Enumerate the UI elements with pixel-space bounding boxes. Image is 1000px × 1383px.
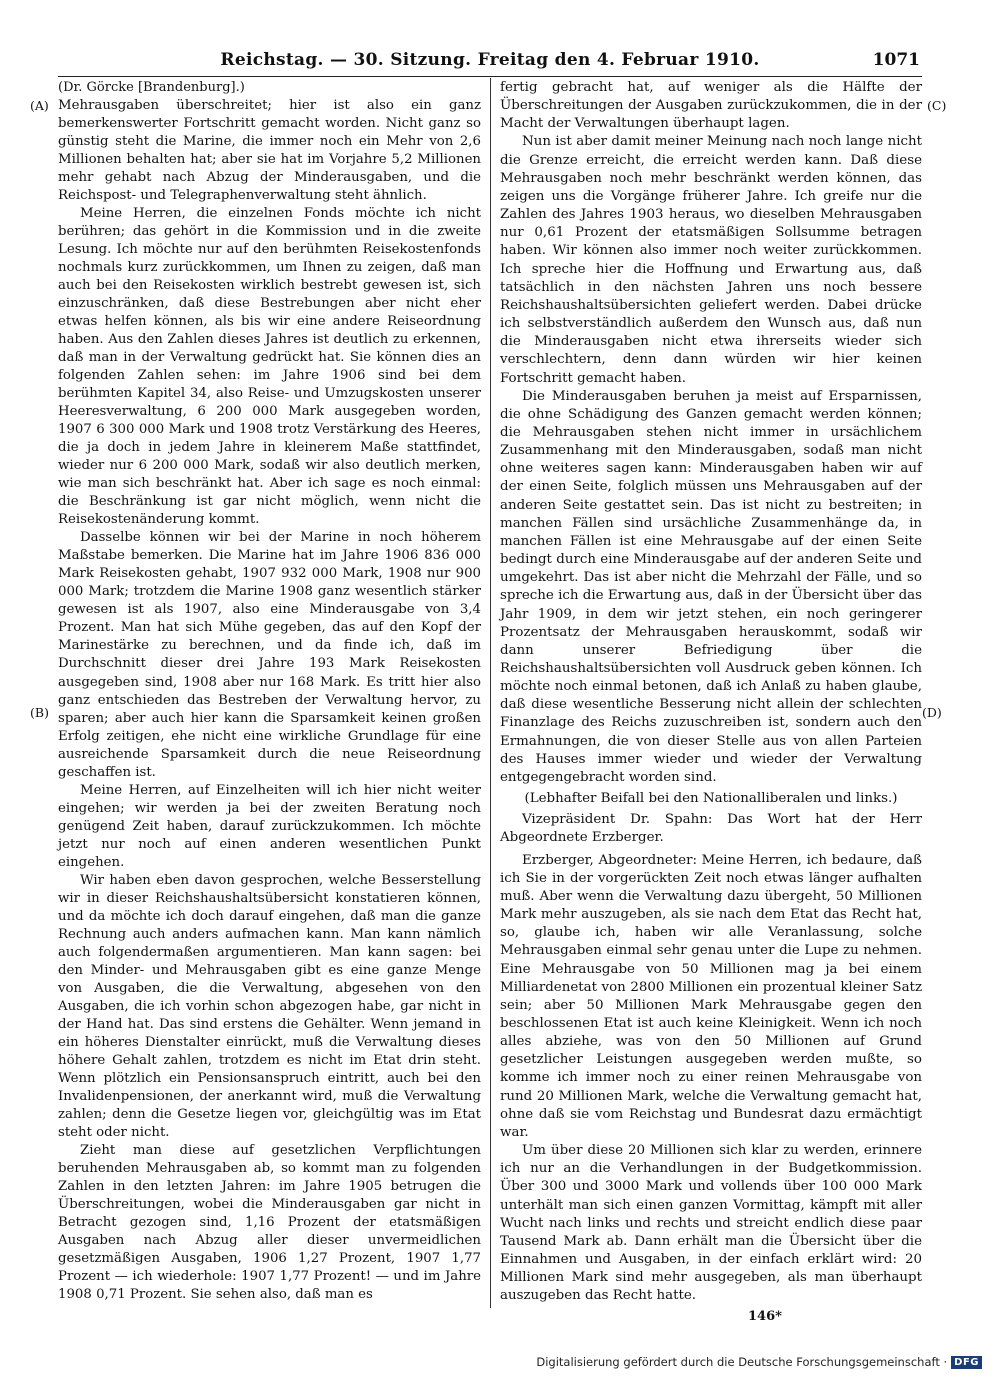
page-number: 1071 bbox=[872, 50, 920, 70]
margin-marker-b: (B) bbox=[30, 705, 49, 720]
paragraph: Erzberger, Abgeordneter: Meine Herren, ich bedaure, daß ich Sie in der vorgerückten Zeit noch etwas länger aufhalten muß. Aber wenn die Verwaltung dazu übergeht, 50 Millionen Mark mehr auszugeben, als sie nach dem Etat das Recht hat, so, glaube ich, haben wir alle Veranlassung, solche Mehrausgaben einmal sehr genau unter die Lupe zu nehmen. Eine Mehrausgabe von 50 Millionen mag ja bei einem Milliardenetat von 2800 Millionen ein prozentual kleiner Satz sein; aber 50 Millionen Mark Mehrausgabe gegen den beschlossenen Etat ist auch keine Kleinigkeit. Wenn ich noch alles abziehe, was von den 50 Millionen auf Grund gesetzlicher Leistungen ausgegeben werden mußte, so komme ich immer noch zu einer reinen Mehrausgabe von rund 20 Millionen Mark, welche die Verwaltung gemacht hat, ohne daß sie vom Reichstag und Bundesrat dazu ermächtigt war. bbox=[500, 852, 922, 1140]
left-column bbox=[58, 79, 481, 1304]
paragraph: Meine Herren, auf Einzelheiten will ich hier nicht weiter eingehen; wir werden ja bei der zweiten Beratung noch genügend Zeit haben, darauf zurückzukommen. Ich möchte jetzt nur noch auf einen anderen wesentlichen Punkt eingehen. bbox=[58, 782, 481, 870]
margin-marker-d: (D) bbox=[922, 705, 942, 720]
president-statement: Vizepräsident Dr. Spahn: Das Wort hat der Herr Abgeordnete Erzberger. bbox=[500, 812, 922, 846]
paragraph: fertig gebracht hat, auf weniger als die Hälfte der Überschreitungen der Ausgaben zurückzukommen, die in der Macht der Verwaltungen überhaupt lagen. bbox=[500, 80, 922, 132]
paragraph: Meine Herren, die einzelnen Fonds möchte ich nicht berühren; das gehört in die Kommission und in die zweite Lesung. Ich möchte nur auf den berühmten Reisekostenfonds nochmals kurz zurückkommen, um Ihnen zu zeigen, daß man auch bei den Reisekosten wirklich bestrebt gewesen ist, sich einzuschränken, daß diese Bestrebungen aber nicht eher etwas helfen können, als bis wir eine andere Reiseordnung haben. Aus den Zahlen dieses Jahres ist deutlich zu erkennen, daß man in der Verwaltung gedrückt hat. Sie können dies an folgenden Zahlen sehen: im Jahre 1906 sind bei dem berühmten Kapitel 34, also Reise- und Umzugskosten unserer Heeresverwaltung, 6 200 000 Mark ausgegeben worden, 1907 6 300 000 Mark und 1908 trotz Verstärkung des Heeres, die ja doch in jedem Jahre in kleinerem Maße stattfindet, wieder nur 6 200 000 Mark, sodaß wir also deutlich merken, wie man sich beschränkt hat. Aber ich sage es noch einmal: die Beschränkung ist gar nicht möglich, wenn nicht die Reisekostenänderung kommt. bbox=[58, 206, 481, 528]
dfg-logo-icon: DFG bbox=[951, 1356, 982, 1369]
paragraph: Mehrausgaben überschreitet; hier ist also ein ganz bemerkenswerter Fortschritt gemacht worden. Nicht ganz so günstig steht die Marine, die immer noch ein Mehr von 2,6 Millionen behalten hat; aber sie hat im Vorjahre 5,2 Millionen mehr gehabt nach Abzug der Minderausgaben, und die Reichspost- und Telegraphenverwaltung steht ähnlich. bbox=[58, 98, 481, 204]
header-rule bbox=[58, 76, 922, 77]
margin-marker-a: (A) bbox=[30, 98, 49, 113]
paragraph: Die Minderausgaben beruhen ja meist auf Ersparnissen, die ohne Schädigung des Ganzen gemacht werden können; die Mehrausgaben stehen nicht immer in ursächlichem Zusammenhang mit den Minderausgaben, sodaß man nicht ohne weiteres sagen kann: Minderausgaben haben wir auf der einen Seite, folglich müssen uns Mehrausgaben auf der anderen Seite gestattet sein. Das ist nicht zu bestreiten; in manchen Fällen sind ursächliche Zusammenhänge da, in manchen Fällen ist eine Mehrausgabe auf der einen Seite bedingt durch eine Minderausgabe auf der anderen Seite und umgekehrt. Das ist aber nicht die Mehrzahl der Fälle, und so spreche ich die Erwartung aus, daß in der Übersicht über das Jahr 1909, in dem wir jetzt stehen, ein noch geringerer Prozentsatz der Mehrausgaben herauskommt, sodaß wir dann unserer Befriedigung über die Reichshaushaltsübersichten voll Ausdruck geben können. Ich möchte noch einmal betonen, daß ich Anlaß zu haben glaube, daß diese wesentliche Besserung nicht allein der schlechten Finanzlage des Reichs zuzuschreiben ist, sondern auch den Ermahnungen, die von dieser Stelle aus von allen Parteien des Hauses immer wieder und wieder der Verwaltung entgegengebracht worden sind. bbox=[500, 388, 922, 785]
speaker-tag: (Dr. Görcke [Brandenburg].) bbox=[58, 80, 245, 95]
right-column bbox=[500, 79, 922, 1305]
signature-code: 146* bbox=[748, 1309, 782, 1324]
paragraph: Zieht man diese auf gesetzlichen Verpflichtungen beruhenden Mehrausgaben ab, so kommt man zu folgenden Zahlen in den letzten Jahren: im Jahre 1905 betrugen die Überschreitungen, wobei die Minderausgaben gar nicht in Betracht gezogen sind, 1,16 Prozent der etatsmäßigen Ausgaben nach Abzug aller dieser unvermeidlichen gesetzmäßigen Ausgaben, 1906 1,27 Prozent, 1907 1,77 Prozent — ich wiederhole: 1907 1,77 Prozent! — und im Jahre 1908 0,71 Prozent. Sie sehen also, daß man es bbox=[58, 1142, 481, 1303]
margin-marker-c: (C) bbox=[927, 98, 947, 113]
funding-note: Digitalisierung gefördert durch die Deutsche Forschungsgemeinschaft · bbox=[536, 1355, 948, 1369]
page-header bbox=[60, 47, 920, 73]
running-title: Reichstag. — 30. Sitzung. Freitag den 4. Februar 1910. bbox=[220, 50, 760, 70]
applause-note: (Lebhafter Beifall bei den Nationalliberalen und links.) bbox=[524, 791, 898, 807]
digitization-footer bbox=[536, 1355, 982, 1369]
paragraph: Um über diese 20 Millionen sich klar zu werden, erinnere ich nur an die Verhandlungen in der Budgetkommission. Über 300 und 3000 Mark und vollends über 100 000 Mark unterhält man sich einen ganzen Vormittag, kämpft mit aller Wucht nach links und rechts und streicht endlich diese paar Tausend Mark ab. Dann erhält man die Übersicht über die Einnahmen und Ausgaben, in der einfach erklärt wird: 20 Millionen Mark sind mehr ausgegeben, als man überhaupt auszugeben das Recht hatte. bbox=[500, 1143, 922, 1304]
column-divider bbox=[490, 78, 491, 1308]
paragraph: Dasselbe können wir bei der Marine in noch höherem Maßstabe bemerken. Die Marine hat im Jahre 1906 836 000 Mark Reisekosten gehabt, 1907 932 000 Mark, 1908 nur 900 000 Mark; trotzdem die Marine 1908 ganz wesentlich stärker gewesen ist als 1907, also eine Minderausgabe von 3,4 Prozent. Man hat sich Mühe gegeben, das auf den Kopf der Marinestärke zu berechnen, und da finde ich, daß im Durchschnitt dieser drei Jahre 193 Mark Reisekosten ausgegeben sind, 1908 aber nur 168 Mark. Es tritt hier also ganz entschieden das Bestreben der Verwaltung hervor, zu sparen; aber auch hier kann die Sparsamkeit keinen großen Erfolg zeitigen, ehe nicht eine wirkliche Grundlage für eine ausreichende Sparsamkeit durch die neue Reiseordnung geschaffen ist. bbox=[58, 530, 481, 780]
paragraph: Wir haben eben davon gesprochen, welche Besserstellung wir in dieser Reichshaushaltsübersicht konstatieren können, und da möchte ich doch darauf eingehen, daß man die ganze Rechnung auch anders aufmachen kann. Man kann nämlich auch folgendermaßen argumentieren. Man kann sagen: bei den Minder- und Mehrausgaben gibt es eine ganze Menge von Ausgaben, die die Verwaltung, abgesehen von den Ausgaben, die ich vorhin schon abgezogen habe, gar nicht in der Hand hat. Das sind erstens die Gehälter. Wenn jemand in ein höheres Dienstalter einrückt, muß die Verwaltung dieses höhere Gehalt zahlen, trotzdem es nicht im Etat drin steht. Wenn plötzlich ein Pensionsanspruch eintritt, auch bei den Invalidenpensionen, der anerkannt wird, muß die Verwaltung zahlen; denn die Gesetze liegen vor, gleichgültig was im Etat steht oder nicht. bbox=[58, 872, 481, 1140]
paragraph: Nun ist aber damit meiner Meinung nach noch lange nicht die Grenze erreicht, die erreicht werden kann. Daß diese Mehrausgaben noch mehr beschränkt werden können, das zeigen uns die Vorgänge früherer Jahre. Ich greife nur die Zahlen des Jahres 1903 heraus, wo dieselben Mehrausgaben nur 0,61 Prozent der etatsmäßigen Sollsumme betragen haben. Wir können also immer noch weiter zurückkommen. Ich spreche hier die Hoffnung und Erwartung aus, daß tatsächlich in den nächsten Jahren uns noch bessere Reichshaushaltsübersichten geliefert werden. Dabei drücke ich selbstverständlich außerdem den Wunsch aus, daß nun die Minderausgaben nicht etwa ihrerseits wieder sich verschlechtern, denn dann würden wir hier keinen Fortschritt gemacht haben. bbox=[500, 134, 922, 386]
